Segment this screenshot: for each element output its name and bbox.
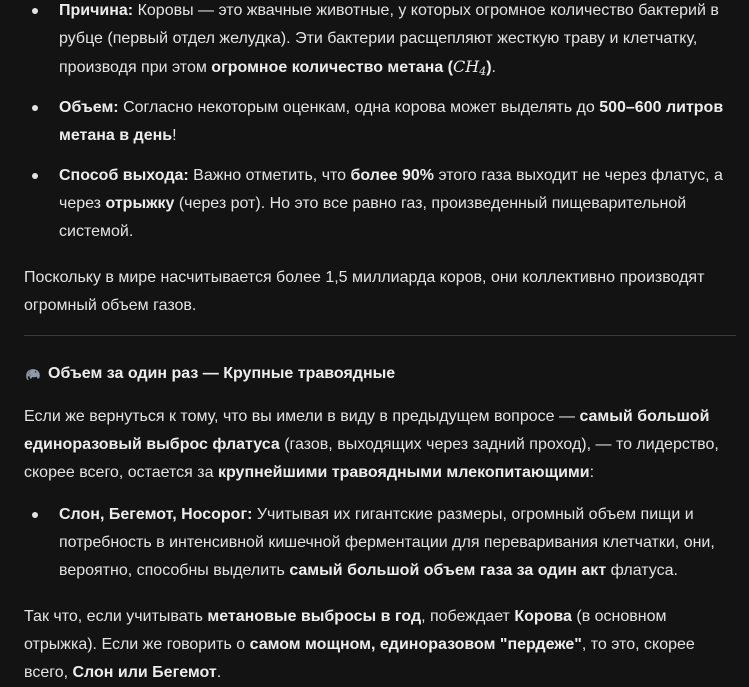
section-heading xyxy=(24,360,736,388)
paragraph-text: , побеждает xyxy=(421,608,515,625)
intro-paragraph xyxy=(24,403,736,487)
methane-formula: $CH_4$ xyxy=(453,57,487,78)
paragraph-bold: самом мощном, единоразовом "пердеже" xyxy=(249,636,582,653)
paragraph-bold: Слон или Бегемот xyxy=(72,664,217,681)
bullet-label: Объем: xyxy=(59,99,119,116)
bullet-text: (через рот). Но это все равно газ, произведенный пищеварительной системой. xyxy=(59,195,687,240)
section-heading-text: Объем за один раз — Крупные травоядные xyxy=(48,365,396,382)
bullet-bold: отрыжку xyxy=(105,195,175,212)
bullet-text: ! xyxy=(172,127,177,144)
paragraph-bold: Корова xyxy=(514,608,572,625)
bullet-bold: ) xyxy=(486,59,492,76)
list-item-exit-method xyxy=(24,162,736,246)
bullet-text: Важно отметить, что xyxy=(188,167,351,184)
bullet-bold: более 90% xyxy=(350,167,435,184)
bullet-bold: самый большой объем газа за один акт xyxy=(289,562,607,579)
bullet-label: Способ выхода: xyxy=(59,167,189,184)
elephant-icon xyxy=(24,365,42,383)
paragraph-bold: крупнейшими травоядными млекопитающими xyxy=(217,464,590,481)
bullet-bold: 500–600 литров метана в день xyxy=(59,99,724,144)
paragraph-text: (газов, выходящих через задний проход), — то лидерство, скорее всего, остается за xyxy=(24,436,719,481)
conclusion-paragraph xyxy=(24,603,736,687)
bullet-text: Учитывая их гигантские размеры, огромный объем пищи и потребность в интенсивной кишечной ферментации для переваривания клетчатки, они, вероятно, способны выделить xyxy=(59,506,715,579)
list-item-cause xyxy=(24,0,736,82)
list-item-large-herbivores xyxy=(24,501,736,585)
list-item-volume xyxy=(24,94,736,150)
bullet-text: этого газа выходит не через флатус, а через xyxy=(59,167,723,212)
bullet-text: Коровы — это жвачные животные, у которых огромное количество бактерий в рубце (первый отдел желудка). Эти бактерии расщепляют жесткую траву и клетчатку, производя при этом xyxy=(59,2,719,76)
bullet-label: Слон, Бегемот, Носорог: xyxy=(59,506,253,523)
summary-paragraph: Поскольку в мире насчитывается более 1,5 миллиарда коров, они коллективно производят огромный объем газов. xyxy=(24,269,705,314)
paragraph-text: : xyxy=(589,464,595,481)
paragraph-text: Так что, если учитывать xyxy=(24,608,208,625)
paragraph-text: (в основном отрыжка). Если же говорить о xyxy=(24,608,667,653)
animals-list xyxy=(24,501,736,585)
bullet-bold: огромное количество метана ( xyxy=(211,59,454,76)
paragraph-text: Если же вернуться к тому, что вы имели в виду в предыдущем вопросе — xyxy=(24,408,580,425)
cow-facts-list xyxy=(24,0,736,246)
bullet-label: Причина: xyxy=(59,2,134,19)
section-divider xyxy=(24,335,736,336)
paragraph-bold: метановые выбросы в год xyxy=(207,608,422,625)
paragraph-text: , то это, скорее всего, xyxy=(24,636,695,681)
paragraph-bold: самый большой единоразовый выброс флатуса xyxy=(24,408,710,453)
bullet-text: . xyxy=(491,59,496,76)
paragraph-text: . xyxy=(216,664,222,681)
response-content xyxy=(24,0,736,687)
bullet-text: флатуса. xyxy=(606,562,678,579)
bullet-text: Согласно некоторым оценкам, одна корова может выделять до xyxy=(118,99,600,116)
